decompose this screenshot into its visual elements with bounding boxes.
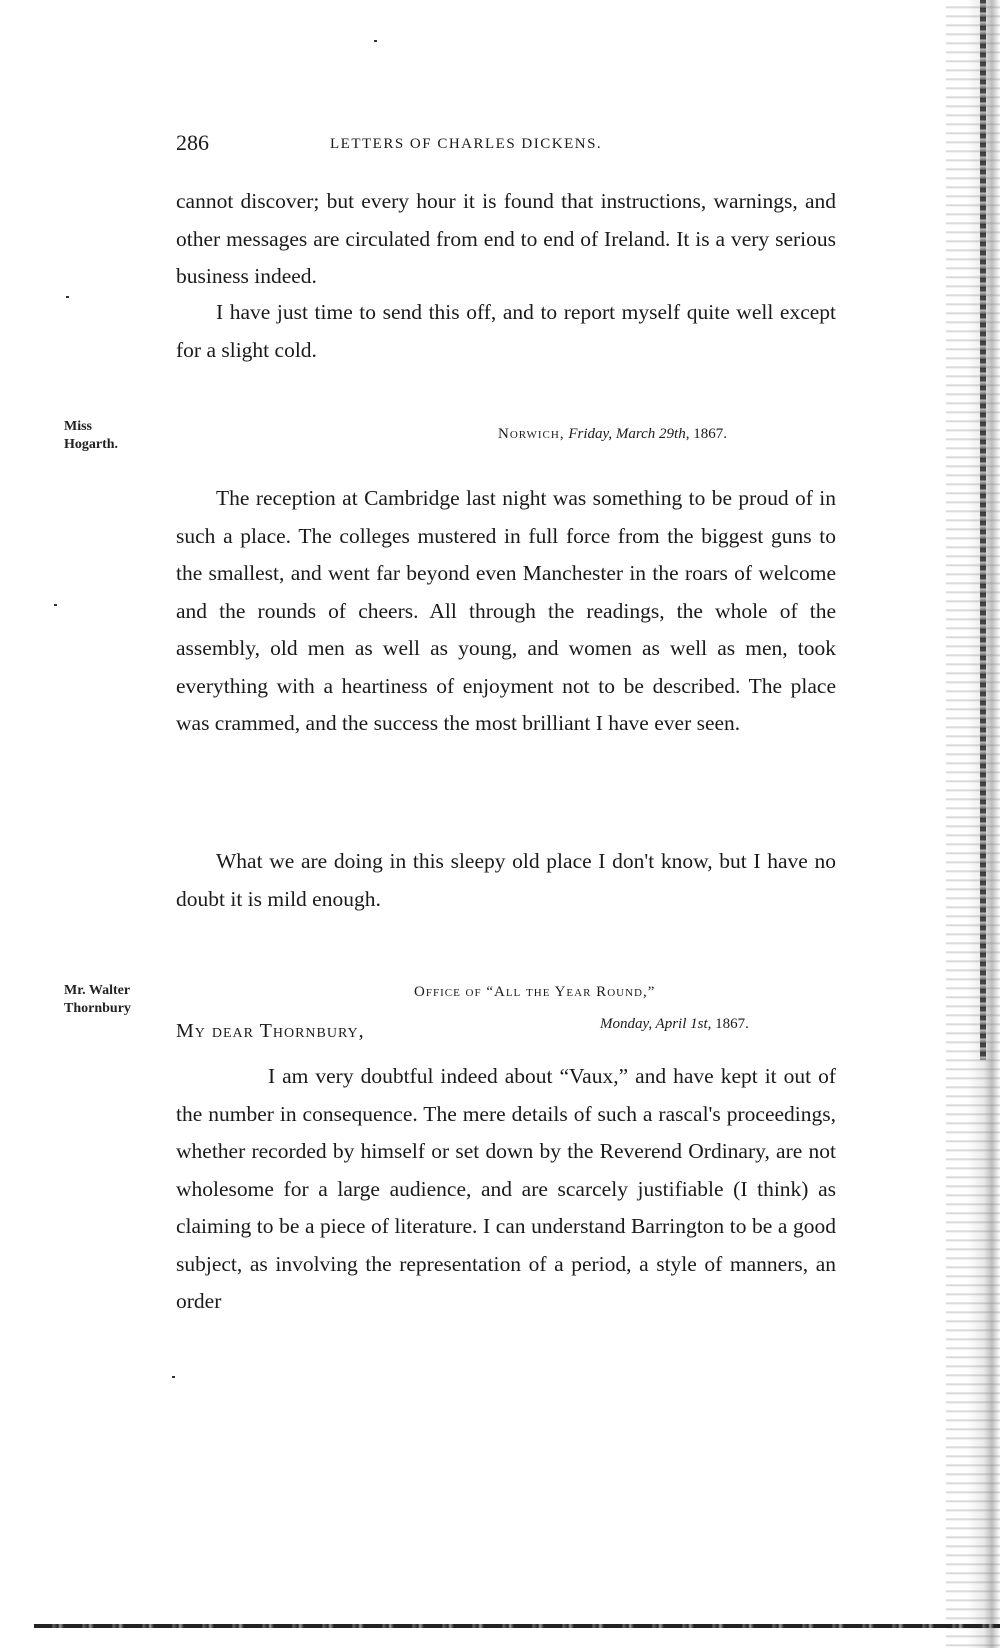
continuation-paragraph-closing: I have just time to send this off, and to report myself quite well except for a slight cold.	[176, 300, 836, 362]
continuation-paragraph: cannot discover; but every hour it is found that instructions, warnings, and other messages are circulated from end to end of Ireland. It is a very serious business indeed.	[176, 189, 836, 288]
letter-paragraph: What we are doing in this sleepy old place I don't know, but I have no doubt it is mild enough.	[176, 849, 836, 911]
dateline-office: Office of “All the Year Round,”	[414, 984, 656, 1000]
recipient-line: Hogarth.	[64, 437, 119, 452]
dateline-date: Friday, March 29th,	[568, 426, 690, 442]
scan-speck	[172, 1376, 175, 1378]
dateline-norwich	[498, 426, 727, 443]
binding-edge-line	[980, 0, 986, 1060]
letter-paragraph: The reception at Cambridge last night was something to be proud of in such a place. The colleges mustered in full force from the biggest guns to the smallest, and went far beyond even Manchester in the roars of welcome and the rounds of cheers. All through the readings, the whole of the assembly, old men as well as young, and women as well as men, took everything with a heartiness of enjoyment not to be described. The place was crammed, and the success the most brilliant I have ever seen.	[176, 486, 836, 735]
scan-bottom-edge	[34, 1624, 1000, 1628]
scan-speck	[374, 40, 377, 42]
scan-speck	[54, 604, 57, 606]
dateline-monday	[600, 1016, 749, 1033]
recipient-line: Miss	[64, 419, 92, 434]
dateline-place: Norwich,	[498, 426, 565, 442]
binding-edge-shadow	[946, 0, 1000, 1648]
page-number: 286	[176, 130, 209, 155]
dateline-date: Monday, April 1st,	[600, 1016, 712, 1032]
recipient-line: Thornbury	[64, 1001, 131, 1016]
salutation: My dear Thornbury,	[176, 1020, 365, 1042]
recipient-line: Mr. Walter	[64, 983, 131, 998]
letter-paragraph: I am very doubtful indeed about “Vaux,” and have kept it out of the number in consequence. The mere details of such a rascal's proceedings, whether recorded by himself or set down by the Reverend Ordinary, are not wholesome for a large audience, and are scarcely justifiable (I think) as claiming to be a piece of literature. I can understand Barrington to be a good subject, as involving the representation of a period, a style of manners, an order	[176, 1064, 836, 1313]
recipient-note-thornbury	[64, 982, 131, 1018]
running-title: LETTERS OF CHARLES DICKENS.	[330, 136, 603, 152]
scan-speck	[66, 296, 69, 298]
recipient-note-hogarth	[64, 418, 118, 454]
dateline-year: 1867.	[693, 426, 727, 442]
dateline-year: 1867.	[715, 1016, 749, 1032]
